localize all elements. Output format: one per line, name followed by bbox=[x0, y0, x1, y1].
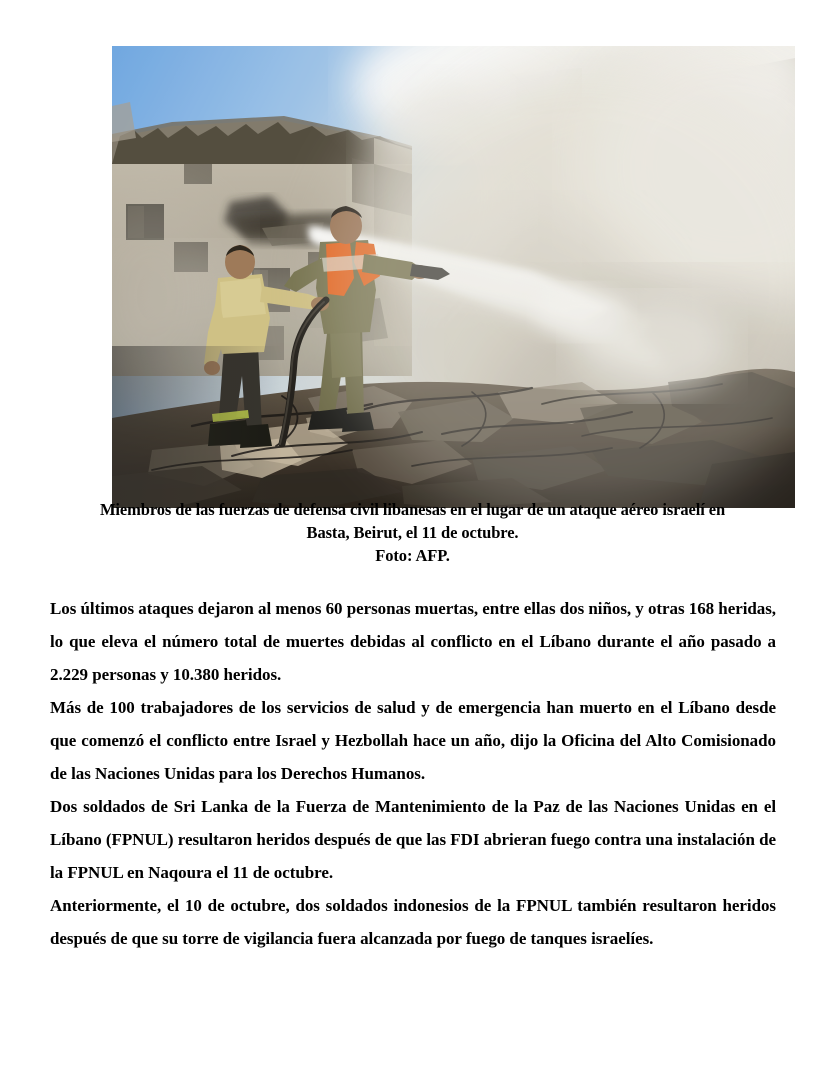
paragraph-2: Más de 100 trabajadores de los servicios de salud y de emergencia han muerto en el Líbano desde que comenzó el conflicto entre Israel y Hezbollah hace un año, dijo la Oficina del Alto Comisionado de las Naciones Unidas para los Derechos Humanos. bbox=[50, 698, 776, 783]
article-body bbox=[50, 592, 776, 955]
caption-line-2: Basta, Beirut, el 11 de octubre. bbox=[306, 523, 519, 542]
paragraph-4: Anteriormente, el 10 de octubre, dos soldados indonesios de la FPNUL también resultaron heridos después de que su torre de vigilancia fuera alcanzada por fuego de tanques israelíes. bbox=[50, 896, 776, 948]
caption-line-1: Miembros de las fuerzas de defensa civil libanesas en el lugar de un ataque aéreo israelí en bbox=[99, 500, 726, 519]
photo-caption bbox=[50, 498, 775, 567]
photo-illustration bbox=[112, 46, 795, 508]
news-photograph bbox=[112, 46, 795, 508]
paragraph-1: Los últimos ataques dejaron al menos 60 personas muertas, entre ellas dos niños, y otras 168 heridas, lo que eleva el número total de muertes debidas al conflicto en el Líbano durante el año pasado a 2.229 personas y 10.380 heridos. bbox=[50, 599, 776, 684]
caption-photo-credit: Foto: AFP. bbox=[375, 546, 450, 565]
paragraph-3: Dos soldados de Sri Lanka de la Fuerza de Mantenimiento de la Paz de las Naciones Unidas en el Líbano (FPNUL) resultaron heridos después de que las FDI abrieran fuego contra una instalación de la FPNUL en Naqoura el 11 de octubre. bbox=[50, 797, 776, 882]
news-photo-figure bbox=[112, 46, 795, 508]
